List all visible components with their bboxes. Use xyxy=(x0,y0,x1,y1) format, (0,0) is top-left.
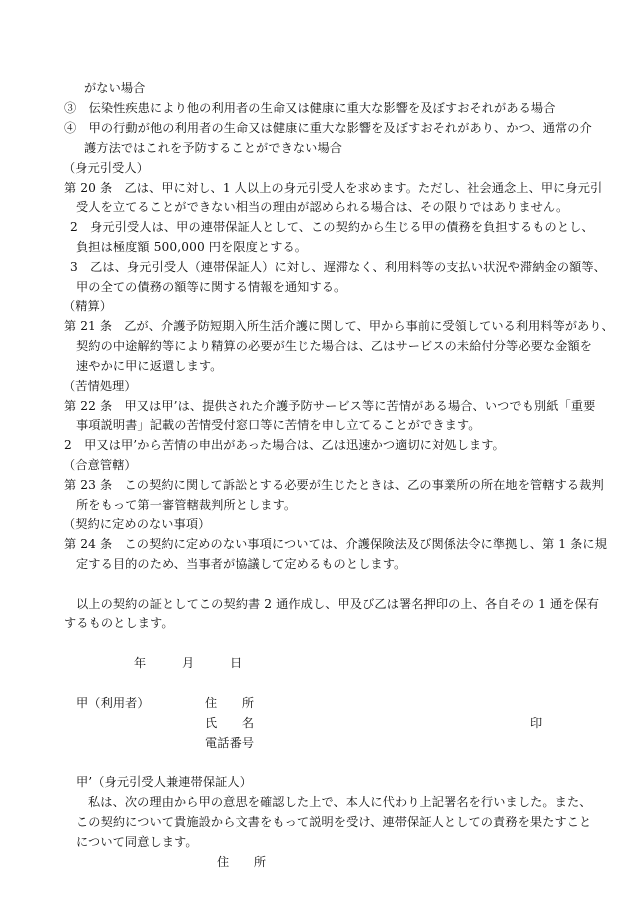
seal-mark: 印 xyxy=(530,716,543,730)
closing-line-1: 以上の契約の証としてこの契約書 2 通作成し、甲及び乙は署名押印の上、各自その 1 通を保有 xyxy=(76,597,600,611)
date-day-label: 日 xyxy=(230,656,243,670)
guarantor-label: 甲’（身元引受人兼連帯保証人） xyxy=(76,775,252,789)
item-4-line-1: ④ 甲の行動が他の利用者の生命又は健康に重大な影響を及ぼすおそれがあり、かつ、通常の介 xyxy=(64,121,592,135)
article-22-p2: 2 甲又は甲’から苦情の申出があった場合は、乙は迅速かつ適切に対処します。 xyxy=(64,438,505,452)
article-21-heading: （精算） xyxy=(63,299,113,313)
article-21-line-3: 速やかに甲に返還します。 xyxy=(76,359,223,373)
article-22-line-2: 事項説明書」記載の苦情受付窓口等に苦情を申し立てることができます。 xyxy=(76,418,481,432)
article-20-heading: （身元引受人） xyxy=(63,161,150,175)
article-24-line-2: 定する目的のため、当事者が協議して定めるものとします。 xyxy=(76,557,407,571)
article-20-p3-line-1: 3 乙は、身元引受人（連帯保証人）に対し、遅滞なく、利用料等の支払い状況や滞納金の額等、 xyxy=(70,260,606,274)
guarantor-address-label: 住 所 xyxy=(217,855,267,869)
party-a-phone-label: 電話番号 xyxy=(205,736,255,750)
date-month-label: 月 xyxy=(182,656,195,670)
article-20-p2-line-2: 負担は極度額 500,000 円を限度とする。 xyxy=(76,240,308,254)
article-21-line-2: 契約の中途解約等により精算の必要が生じた場合は、乙はサービスの未給付分等必要な金額を xyxy=(76,339,593,353)
guarantor-statement-line-1: 私は、次の理由から甲の意思を確認した上で、本人に代わり上記署名を行いました。また、 xyxy=(88,795,592,809)
article-24-heading: （契約に定めのない事項） xyxy=(63,517,211,531)
party-a-label: 甲（利用者） xyxy=(76,696,150,710)
article-23-line-1: 第 23 条 この契約に関して訴訟とする必要が生じたときは、乙の事業所の所在地を管轄する裁判 xyxy=(64,478,604,492)
party-a-name-label: 氏 名 xyxy=(205,716,255,730)
article-21-line-1: 第 21 条 乙が、介護予防短期入所生活介護に関して、甲から事前に受領している利用料等があり、 xyxy=(64,319,614,333)
closing-line-2: するものとします。 xyxy=(64,616,174,630)
prev-item-continuation: がない場合 xyxy=(84,81,146,95)
item-4-line-2: 護方法ではこれを予防することができない場合 xyxy=(84,141,343,155)
article-22-line-1: 第 22 条 甲又は甲’は、提供された介護予防サービス等に苦情がある場合、いつでも別紙「重要 xyxy=(64,399,596,413)
article-22-heading: （苦情処理） xyxy=(63,379,137,393)
article-24-line-1: 第 24 条 この契約に定めのない事項については、介護保険法及び関係法令に準拠し、第 1 条に規 xyxy=(64,537,608,551)
guarantor-statement-line-3: について同意します。 xyxy=(76,835,198,849)
guarantor-statement-line-2: この契約について貴施設から文書をもって説明を受け、連帯保証人としての責務を果たすこと xyxy=(76,815,592,829)
item-3: ③ 伝染性疾患により他の利用者の生命又は健康に重大な影響を及ぼすおそれがある場合 xyxy=(64,101,556,115)
party-a-address-label: 住 所 xyxy=(205,696,255,710)
date-year-label: 年 xyxy=(134,656,147,670)
article-20-p1-line-1: 第 20 条 乙は、甲に対し、1 人以上の身元引受人を求めます。ただし、社会通念上、甲に身元引 xyxy=(64,181,603,195)
article-20-p3-line-2: 甲の全ての債務の額等に関する情報を通知する。 xyxy=(76,280,347,294)
article-20-p1-line-2: 受人を立てることができない相当の理由が認められる場合は、その限りではありません。 xyxy=(76,200,569,214)
article-23-heading: （合意管轄） xyxy=(63,458,137,472)
article-23-line-2: 所をもって第一審管轄裁判所とします。 xyxy=(76,498,297,512)
article-20-p2-line-1: 2 身元引受人は、甲の連帯保証人として、この契約から生じる甲の債務を負担するものとし、 xyxy=(70,220,594,234)
